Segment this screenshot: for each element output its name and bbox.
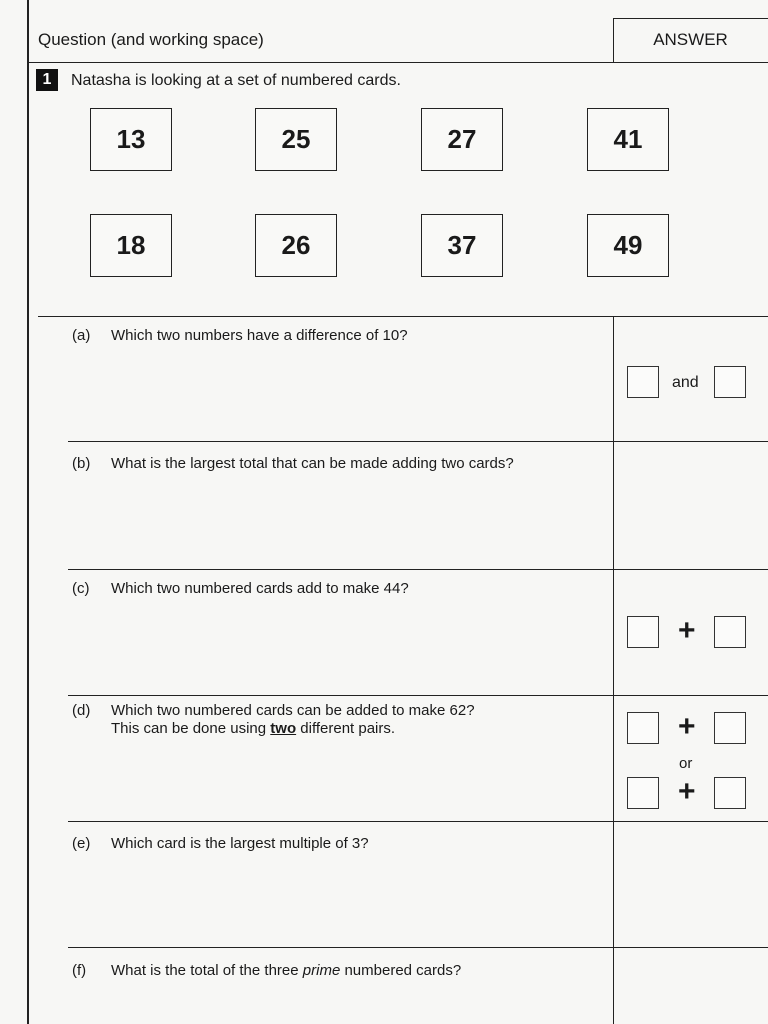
part-divider — [68, 695, 613, 696]
question-number-badge: 1 — [36, 69, 58, 91]
plus-sign: + — [678, 614, 696, 647]
number-card: 41 — [587, 108, 669, 171]
answer-box[interactable] — [627, 777, 659, 809]
part-a-question: Which two numbers have a difference of 10? — [111, 327, 408, 344]
and-label: and — [672, 374, 699, 391]
or-label: or — [679, 755, 693, 772]
part-c-question: Which two numbered cards add to make 44? — [111, 580, 409, 597]
cards-section-divider — [38, 316, 768, 317]
part-d-line2-post: different pairs. — [296, 720, 396, 737]
part-f-text-pre: What is the total of the three — [111, 962, 303, 979]
part-divider — [68, 821, 768, 822]
answer-divider — [613, 441, 768, 442]
part-f-question — [111, 962, 461, 980]
question-intro: Natasha is looking at a set of numbered cards. — [71, 72, 401, 89]
part-e-question: Which card is the largest multiple of 3? — [111, 835, 369, 852]
part-d-question — [111, 702, 475, 738]
part-d-line2-pre: This can be done using — [111, 720, 271, 737]
part-d-line2-emphasis: two — [270, 720, 297, 737]
answer-box[interactable] — [627, 712, 659, 744]
part-f-text-emphasis: prime — [302, 962, 341, 979]
part-b-question: What is the largest total that can be made adding two cards? — [111, 455, 514, 472]
answer-column-header: ANSWER — [653, 30, 728, 49]
answer-column-border — [613, 316, 614, 1024]
answer-box[interactable] — [714, 777, 746, 809]
answer-box[interactable] — [714, 712, 746, 744]
part-e-letter: (e) — [72, 835, 91, 852]
part-divider — [68, 441, 613, 442]
answer-box[interactable] — [714, 616, 746, 648]
part-c-letter: (c) — [72, 580, 90, 597]
plus-sign: + — [678, 775, 696, 808]
number-card: 27 — [421, 108, 503, 171]
answer-divider — [613, 695, 768, 696]
part-d-line1: Which two numbered cards can be added to make 62? — [111, 702, 475, 719]
part-divider — [68, 947, 613, 948]
number-card: 18 — [90, 214, 172, 277]
part-f-letter: (f) — [72, 962, 87, 979]
part-a-letter: (a) — [72, 327, 91, 344]
answer-box[interactable] — [627, 616, 659, 648]
header-divider — [27, 62, 768, 63]
part-f-text-post: numbered cards? — [340, 962, 462, 979]
number-card: 49 — [587, 214, 669, 277]
answer-divider — [613, 947, 768, 948]
number-card: 37 — [421, 214, 503, 277]
page-left-border — [27, 0, 29, 1024]
answer-box[interactable] — [627, 366, 659, 398]
part-d-letter: (d) — [72, 702, 91, 719]
part-b-letter: (b) — [72, 455, 91, 472]
number-card: 13 — [90, 108, 172, 171]
plus-sign: + — [678, 710, 696, 743]
question-column-header: Question (and working space) — [38, 30, 264, 49]
number-card: 25 — [255, 108, 337, 171]
answer-header-top — [613, 18, 768, 19]
number-card: 26 — [255, 214, 337, 277]
part-divider — [68, 569, 768, 570]
answer-box[interactable] — [714, 366, 746, 398]
